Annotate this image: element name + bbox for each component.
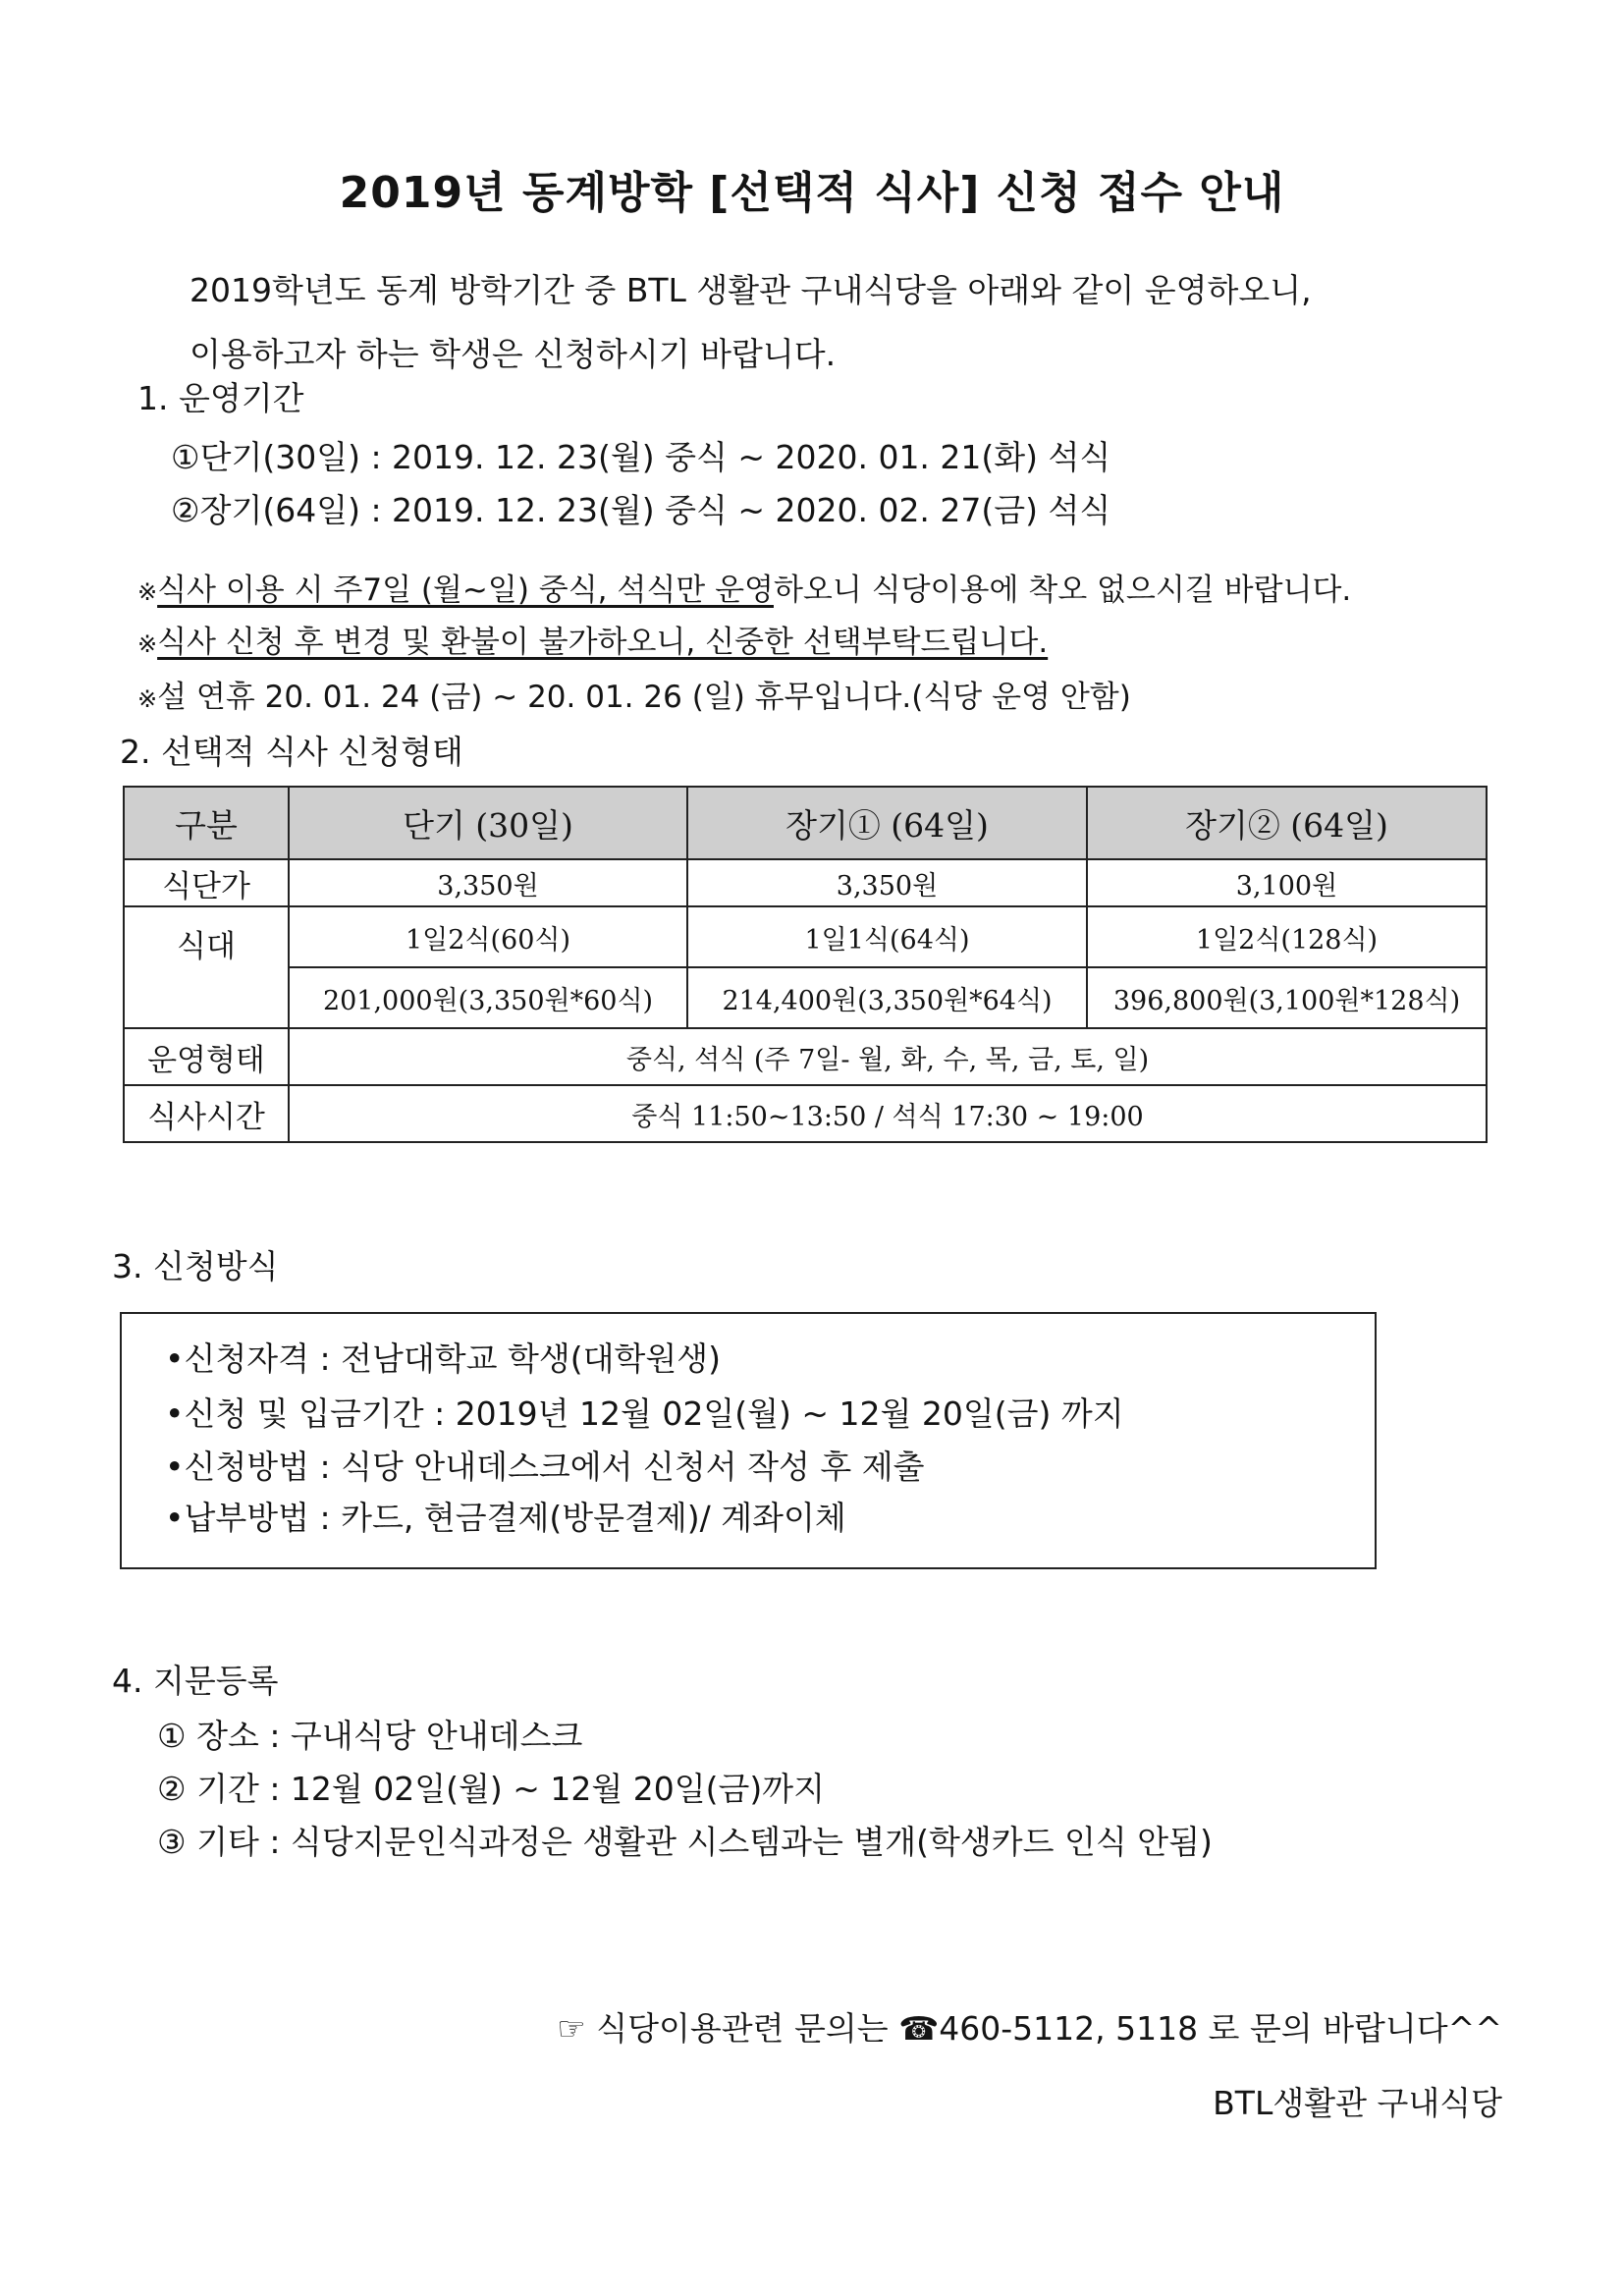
list-item: •신청자격 : 전남대학교 학생(대학원생) — [165, 1339, 721, 1378]
period-short: ①단기(30일) : 2019. 12. 23(월) 중식 ~ 2020. 01. 21(화) 석식 — [171, 438, 1111, 476]
note-mark: ※ — [137, 578, 158, 606]
period-long: ②장기(64일) : 2019. 12. 23(월) 중식 ~ 2020. 02. 27(금) 석식 — [171, 491, 1111, 529]
list-item: ① 장소 : 구내식당 안내데스크 — [157, 1717, 583, 1755]
cell-value: 201,000원(3,350원*60식) — [289, 967, 687, 1028]
note-mark: ※ — [137, 630, 158, 658]
list-item: ③ 기타 : 식당지문인식과정은 생활관 시스템과는 별개(학생카드 인식 안됨) — [157, 1823, 1213, 1861]
section2-heading: 2. 선택적 식사 신청형태 — [120, 733, 463, 771]
cell-value: 396,800원(3,100원*128식) — [1087, 967, 1487, 1028]
note-2 — [137, 617, 1048, 661]
note-mark: ※ — [137, 685, 158, 713]
table-row — [124, 859, 1487, 906]
intro-line-1: 2019학년도 동계 방학기간 중 BTL 생활관 구내식당을 아래와 같이 운영하오니, — [189, 271, 1312, 309]
signature: BTL생활관 구내식당 — [1213, 2084, 1502, 2122]
table-row — [124, 1085, 1487, 1142]
section3-heading: 3. 신청방식 — [112, 1247, 279, 1285]
row-label-operation: 운영형태 — [124, 1028, 289, 1085]
cell-value: 중식, 석식 (주 7일- 월, 화, 수, 목, 금, 토, 일) — [289, 1028, 1487, 1085]
note-1 — [137, 565, 1351, 609]
table-header-row — [124, 787, 1487, 859]
cell-value: 1일2식(128식) — [1087, 906, 1487, 967]
header-category: 구분 — [124, 787, 289, 859]
header-long-2: 장기② (64일) — [1087, 787, 1487, 859]
section4-heading: 4. 지문등록 — [112, 1662, 279, 1700]
header-long-1: 장기① (64일) — [687, 787, 1087, 859]
cell-value: 1일1식(64식) — [687, 906, 1087, 967]
intro-line-2: 이용하고자 하는 학생은 신청하시기 바랍니다. — [189, 335, 837, 373]
table-row — [124, 906, 1487, 967]
note-3-text: 설 연휴 20. 01. 24 (금) ~ 20. 01. 26 (일) 휴무입니다.(식당 운영 안함) — [157, 680, 1131, 715]
header-short: 단기 (30일) — [289, 787, 687, 859]
cell-value: 3,100원 — [1087, 859, 1487, 906]
page-title: 2019년 동계방학 [선택적 식사] 신청 접수 안내 — [339, 168, 1285, 218]
list-item: •납부방법 : 카드, 현금결제(방문결제)/ 계좌이체 — [165, 1499, 846, 1537]
row-label-meal-fee: 식대 — [124, 906, 289, 1028]
note-3 — [137, 672, 1131, 716]
note-1-rest: 하오니 식당이용에 착오 없으시길 바랍니다. — [773, 573, 1352, 608]
table-row — [124, 967, 1487, 1028]
cell-value: 214,400원(3,350원*64식) — [687, 967, 1087, 1028]
list-item: •신청방법 : 식당 안내데스크에서 신청서 작성 후 제출 — [165, 1448, 925, 1486]
cell-value: 3,350원 — [289, 859, 687, 906]
note-2-underlined: 식사 신청 후 변경 및 환불이 불가하오니, 신중한 선택부탁드립니다. — [157, 625, 1049, 660]
cell-value: 3,350원 — [687, 859, 1087, 906]
list-item: ② 기간 : 12월 02일(월) ~ 12월 20일(금)까지 — [157, 1770, 826, 1808]
list-item: •신청 및 입금기간 : 2019년 12월 02일(월) ~ 12월 20일(금) 까지 — [165, 1394, 1124, 1433]
contact-note: ☞ 식당이용관련 문의는 ☎460-5112, 5118 로 문의 바랍니다^^ — [557, 2009, 1502, 2048]
cell-value: 중식 11:50~13:50 / 석식 17:30 ~ 19:00 — [289, 1085, 1487, 1142]
application-info-box — [120, 1312, 1377, 1569]
row-label-unit-price: 식단가 — [124, 859, 289, 906]
table-row — [124, 1028, 1487, 1085]
cell-value: 1일2식(60식) — [289, 906, 687, 967]
row-label-meal-time: 식사시간 — [124, 1085, 289, 1142]
section1-heading: 1. 운영기간 — [137, 379, 304, 417]
note-1-underlined: 식사 이용 시 주7일 (월~일) 중식, 석식만 운영 — [157, 573, 774, 608]
meal-plan-table — [123, 786, 1488, 1143]
